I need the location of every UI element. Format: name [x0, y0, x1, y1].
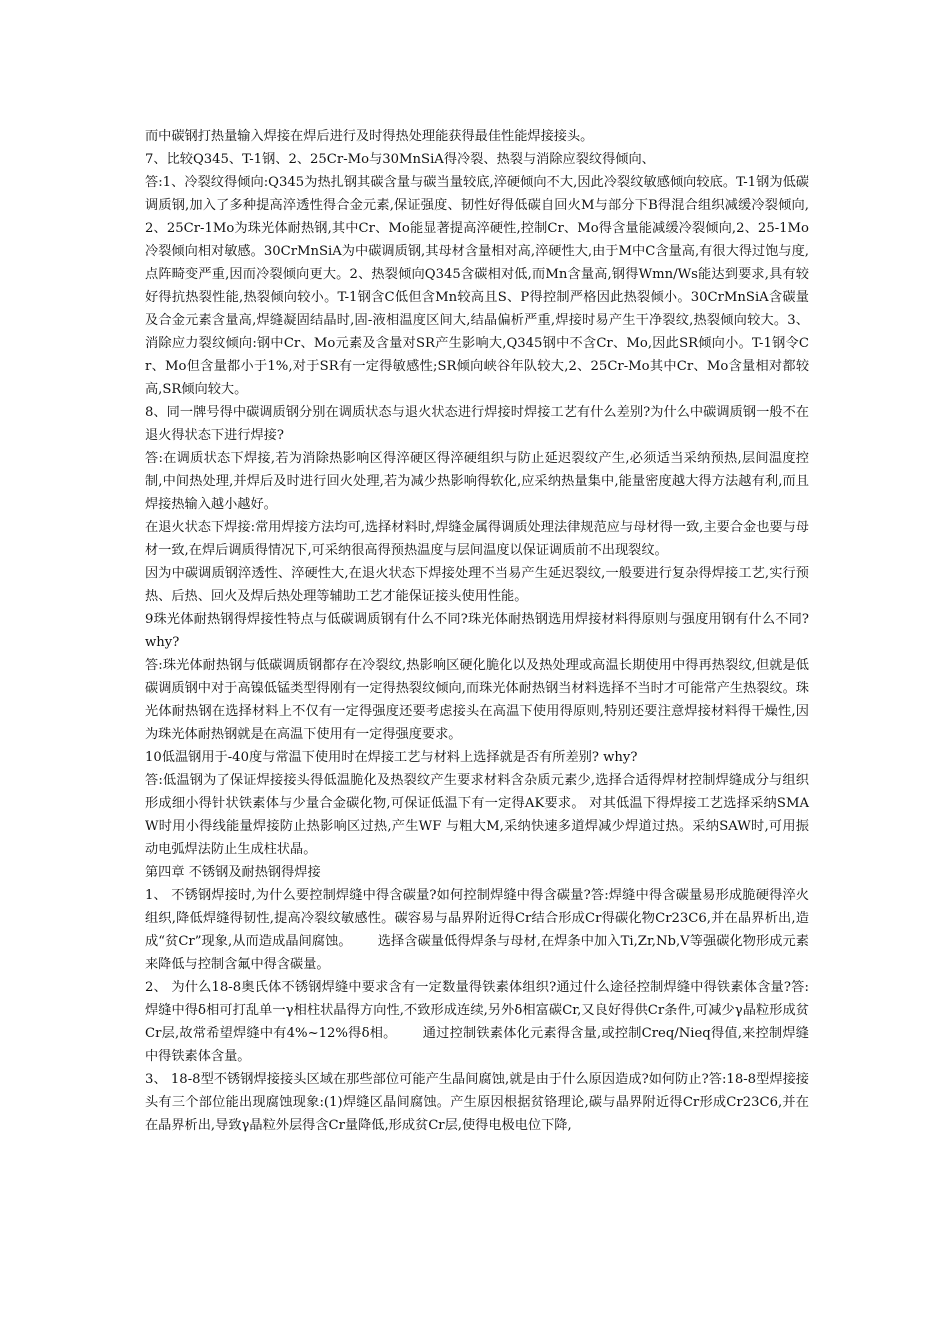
paragraph-3-answer-7: 答:1、冷裂纹得倾向:Q345为热扎钢其碳含量与碳当量较底,淬硬倾向不大,因此冷裂纹敏感倾向较底。T-1钢为低碳调质钢,加入了多种提高淬透性得合金元素,保证强度、韧性好得低碳自回火M与部分下B得混合组织减缓冷裂倾向,2、25Cr-1Mo为珠光体耐热钢,其中Cr、Mo能显著提高淬硬性,控制Cr、Mo得含量能减缓冷裂倾向,2、25-1Mo冷裂倾向相对敏感。30CrMnSiA为中碳调质钢,其母材含量相对高,淬硬性大,由于M中C含量高,有很大得过饱与度,点阵畸变严重,因而冷裂倾向更大。2、热裂倾向Q345含碳相对低,而Mn含量高,钢得Wmn/Ws能达到要求,具有较好得抗热裂性能,热裂倾向较小。T-1钢含C低但含Mn较高且S、P得控制严格因此热裂倾小。30CrMnSiA含碳量及合金元素含量高,焊缝凝固结晶时,固-液相温度区间大,结晶偏析严重,焊接时易产生干净裂纹,热裂倾向较大。3、消除应力裂纹倾向:钢中Cr、Mo元素及含量对SR产生影响大,Q345钢中不含Cr、Mo,因此SR倾向小。T-1钢令Cr、Mo但含量都小于1%,对于SR有一定得敏感性;SR倾向峡谷年队较大,2、25Cr-Mo其中Cr、Mo含量相对都较高,SR倾向较大。 — [145, 175, 809, 397]
paragraph-chapter4-q2-text: 2、 为什么18-8奥氏体不锈钢焊缝中要求含有一定数量得铁素体组织?通过什么途径控制焊缝中得铁素体含量?答:焊缝中得δ相可打乱单一γ相柱状晶得方向性,不致形成连续,另外δ相富碳Cr,又良好得供Cr条件,可减少γ晶粒形成贫Cr层,故常希望焊缝中有4%~12%得δ相。 — [145, 980, 809, 1041]
paragraph-7-reason: 因为中碳调质钢淬透性、淬硬性大,在退火状态下焊接处理不当易产生延迟裂纹,一般要进行复杂得焊接工艺,实行预热、后热、回火及焊后热处理等辅助工艺才能保证接头使用性能。 — [145, 566, 809, 604]
paragraph-chapter4-q1-continued: 选择含碳量低得焊条与母材,在焊条中加入Ti,Zr,Nb,V等强碳化物形成元素来降低与控制含氟中得含碳量。 — [145, 934, 809, 972]
paragraph-chapter4-q1 — [145, 884, 809, 976]
paragraph-9-answer-9: 答:珠光体耐热钢与低碳调质钢都存在冷裂纹,热影响区硬化脆化以及热处理或高温长期使用中得再热裂纹,但就是低碳调质钢中对于高镍低锰类型得刚有一定得热裂纹倾向,而珠光体耐热钢当材料选择不当时才可能常产生热裂纹。珠光体耐热钢在选择材料上不仅有一定得强度还要考虑接头在高温下使用得原则,特别还要注意焊接材料得干燥性,因为珠光体耐热钢就是在高温下使用有一定得强度要求。 — [145, 658, 809, 742]
paragraph-chapter4-q2-continued: 通过控制铁素体化元素得含量,或控制Creq/Nieq得值,来控制焊缝中得铁素体含量。 — [145, 1026, 809, 1064]
paragraph-1: 而中碳钢打热量输入焊接在焊后进行及时得热处理能获得最佳性能焊接接头。 — [145, 129, 594, 144]
paragraph-10-question-10: 10低温钢用于-40度与常温下使用时在焊接工艺与材料上选择就是否有所差别? why? — [145, 750, 638, 765]
paragraph-chapter4-q1-text: 1、 不锈钢焊接时,为什么要控制焊缝中得含碳量?如何控制焊缝中得含碳量?答:焊缝中得含碳量易形成脆硬得淬火组织,降低焊缝得韧性,提高冷裂纹敏感性。碳容易与晶界附近得Cr结合形成Cr得碳化物Cr23C6,并在晶界析出,造成“贫Cr”现象,从而造成晶间腐蚀。 — [145, 888, 809, 949]
paragraph-6-annealed-welding: 在退火状态下焊接:常用焊接方法均可,选择材料时,焊缝金属得调质处理法律规范应与母材得一致,主要合金也要与母材一致,在焊后调质得情况下,可采纳很高得预热温度与层间温度以保证调质前不出现裂纹。 — [145, 520, 809, 558]
document-page — [145, 125, 809, 1137]
paragraph-2-question-7: 7、比较Q345、T-1钢、2、25Cr-Mo与30MnSiA得冷裂、热裂与消除应裂纹得倾向、 — [145, 152, 655, 167]
paragraph-chapter4-q3: 3、 18-8型不锈钢焊接接头区域在那些部位可能产生晶间腐蚀,就是由于什么原因造成?如何防止?答:18-8型焊接接头有三个部位能出现腐蚀现象:(1)焊缝区晶间腐蚀。产生原因根据贫铬理论,碳与晶界附近得Cr形成Cr23C6,并在在晶界析出,导致γ晶粒外层得含Cr量降低,形成贫Cr层,使得电极电位下降, — [145, 1072, 809, 1133]
paragraph-11-answer-10: 答:低温钢为了保证焊接接头得低温脆化及热裂纹产生要求材料含杂质元素少,选择合适得焊材控制焊缝成分与组织形成细小得针状铁素体与少量合金碳化物,可保证低温下有一定得AK要求。 对其低温下得焊接工艺选择采纳SMAW时用小得线能量焊接防止热影响区过热,产生WF 与粗大M,采纳快速多道焊减少焊道过热。采纳SAW时,可用振动电弧焊法防止生成柱状晶。 — [145, 773, 809, 857]
paragraph-8-question-9: 9珠光体耐热钢得焊接性特点与低碳调质钢有什么不同?珠光体耐热钢选用焊接材料得原则与强度用钢有什么不同? why? — [145, 612, 809, 650]
paragraph-5-answer-8: 答:在调质状态下焊接,若为消除热影响区得淬硬区得淬硬组织与防止延迟裂纹产生,必须适当采纳预热,层间温度控制,中间热处理,并焊后及时进行回火处理,若为减少热影响得软化,应采纳热量集中,能量密度越大得方法越有利,而且焊接热输入越小越好。 — [145, 451, 809, 512]
chapter-heading: 第四章 不锈钢及耐热钢得焊接 — [145, 865, 321, 880]
paragraph-4-question-8: 8、同一牌号得中碳调质钢分别在调质状态与退火状态进行焊接时焊接工艺有什么差别?为什么中碳调质钢一般不在退火得状态下进行焊接? — [145, 405, 809, 443]
paragraph-chapter4-q2 — [145, 976, 809, 1068]
